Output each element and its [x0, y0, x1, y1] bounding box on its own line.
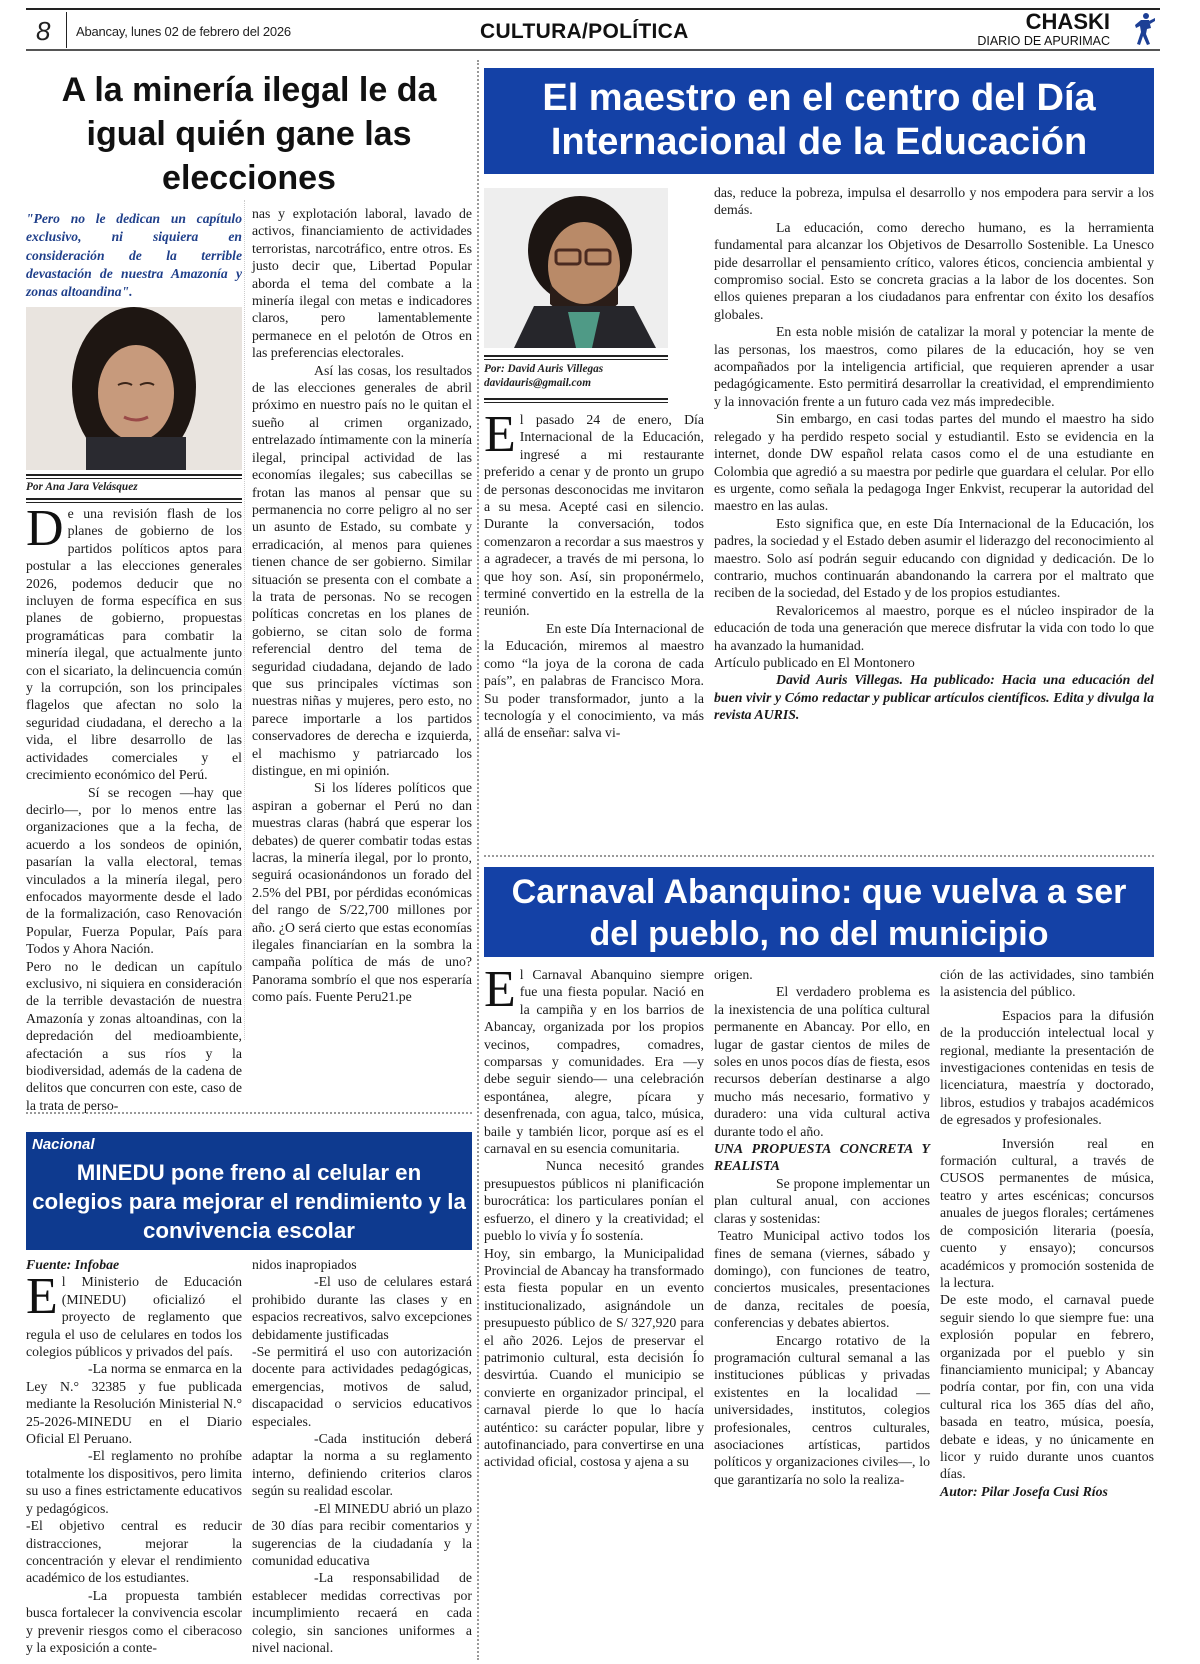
brand-subtitle: DIARIO DE APURIMAC	[977, 34, 1110, 48]
brand-name: CHASKI	[1025, 9, 1110, 34]
paragraph: Así las cosas, los resultados de las elecciones generales de abril próximo en nuestro país no le quitan el sueño al crimen organizado, entrelazado íntimamente con la minería ilegal, principal actividad de las economías ilegales; sus cabecillas se frotan las manos al pensar que su permanencia no corre peligro al no ser un asunto de Estado, su combate y erradicación, al menos para quienes tienen chance de ser gobierno. Similar situación se presenta con el combate a la trata de personas. No se recogen políticas concretas en los planes de gobierno, se citan solo de forma referencial dentro del tema de seguridad ciudadana, dejando de lado que sus principales víctimas son nuestras niñas y mujeres, pero esto, no parece importarle a los partidos conservadores de derecha e izquierda, el machismo y patriarcado los distingue, en mi opinión.	[252, 362, 472, 778]
portrait-illustration-icon	[484, 188, 668, 348]
paragraph: Si los líderes políticos que aspiran a gobernar el Perú no dan muestras claras (habrá que esperar los debates) de querer combatir todas estas lacras, la minería ilegal, por lo pronto, seguirá ocasionándonos un forado del 2.5% del PBI, por pérdidas económicas del rango de S/22,700 millones por año. ¿O será cierto que estas economías ilegales financiarían en la sombra la campaña política de más de uno? Panorama sombrío el que nos esperaría como país. Fuente Peru21.pe	[252, 780, 472, 1005]
paragraph: -La responsabilidad de establecer medidas correctivas por incumplimiento recaerá en cada colegio, sin sanciones uniformes a nivel nacional.	[252, 1570, 472, 1655]
paragraph: El verdadero problema es la inexistencia de una política cultural permanente en Abancay. Por ello, en lugar de gastar cientos de miles de soles en unos pocos días de fiesta, esos recursos deberían destinarse a algo mucho más necesario, formativo y duradero: una vida cultural activa durante todo el año.	[714, 984, 930, 1139]
paragraph: e una revisión flash de los planes de gobierno de los partidos políticos aptos para postular a las elecciones generales 2026, podemos deducir que no incluyen de forma específica en sus planes de gobierno, propuestas programáticas para combatir la minería ilegal, que actualmente junto con el sicariato, la delincuencia común y la corrupción, son los principales flagelos que afectan no solo la seguridad ciudadana, el derecho a la vida, el libre desarrollo de las actividades comerciales y el crecimiento económico del Perú.	[26, 506, 242, 783]
article-maestro-title: El maestro en el centro del Día Internacional de la Educación	[542, 77, 1096, 163]
header-bottom-rule	[26, 49, 1160, 51]
paragraph: l Ministerio de Educación (MINEDU) oficializó el proyecto de reglamento que regula el uso de celulares en todos los colegios públicos y privados del país.	[26, 1274, 242, 1360]
section-title: CULTURA/POLÍTICA	[480, 20, 689, 43]
article-carnaval-title-box	[484, 867, 1154, 957]
author-bio: David Auris Villegas. Ha publicado: Hacia una educación del buen vivir y Cómo redactar y publicar artículos científicos. Edita y divulga la revista AURIS.	[714, 672, 1154, 723]
paragraph: -El reglamento no prohíbe totalmente los dispositivos, pero limita su uso a fines estrictamente educativos y pedagógicos.	[26, 1448, 242, 1516]
author-name: Por: David Auris Villegas	[484, 363, 604, 375]
drop-cap: D	[26, 500, 64, 557]
paragraph: Espacios para la difusión de la producción intelectual local y regional, mediante la presentación de investigaciones contenidas en tesis de licenciatura, maestría y doctorado, libros, estudios y trabajos académicos de egresados y profesionales.	[940, 1007, 1154, 1128]
article-minedu-column-2	[252, 1256, 472, 1656]
chaski-runner-icon	[1132, 12, 1156, 48]
article-mineria-column-1	[26, 500, 242, 1114]
section-divider	[26, 1112, 472, 1114]
paragraph: ción de las actividades, sino también la asistencia del público.	[940, 967, 1154, 1000]
article-carnaval-column-2	[714, 966, 930, 1488]
paragraph: -El MINEDU abrió un plazo de 30 días para recibir comentarios y sugerencias de la ciudadanía y la comunidad educativa	[252, 1500, 472, 1568]
paragraph: l pasado 24 de enero, Día Internacional de la Educación, ingresé a mi restaurante preferido a cenar y de pronto un grupo de personas desconocidas me invitaron a su mesa. Acepté casi en silencio. Durante la conversación, todos comenzaron a recordar a sus maestros y a agradecer, a través de mi persona, lo que hoy son. Así, sin proponérmelo, terminé convertido en la estrella de la reunión.	[484, 412, 704, 619]
issue-date: Abancay, lunes 02 de febrero del 2026	[76, 24, 291, 39]
paragraph: Teatro Municipal activo todos los fines de semana (viernes, sábado y domingo), con funciones de teatro, conciertos musicales, presentaciones de danza, recitales de poesía, conferencias y debates abiertos.	[714, 1228, 930, 1331]
article-carnaval-title: Carnaval Abanquino: que vuelva a ser del pueblo, no del municipio	[511, 873, 1127, 953]
subheading: UNA PROPUESTA CONCRETA Y REALISTA	[714, 1141, 930, 1174]
paragraph: -Cada institución deberá adaptar la norma a su reglamento interno, definiendo criterios claros según su realidad escolar.	[252, 1431, 472, 1499]
paragraph: Se propone implementar un plan cultural anual, con acciones claras y sostenidas:	[714, 1175, 930, 1226]
paragraph: Esto significa que, en este Día Internacional de la Educación, los padres, la sociedad y el Estado deben asumir el liderazgo del reconocimiento al maestro. Solo así podrán seguir educando con dignidad y dedicación. De lo contrario, muchos continuarán abandonando la carrera por el maltrato que reciben de la sociedad, del Estado y de los propios estudiantes.	[714, 515, 1154, 601]
author-photo-ana-jara	[26, 307, 242, 470]
article-maestro-column-2	[714, 184, 1154, 724]
paragraph: -La norma se enmarca en la Ley N.° 32385 y fue publicada mediante la Resolución Ministerial N.° 25-2026-MINEDU en el Diario Oficial El Peruano.	[26, 1361, 242, 1447]
source-note: Artículo publicado en El Montonero	[714, 654, 915, 670]
article-maestro-column-1	[484, 406, 704, 742]
column-separator-left	[244, 200, 245, 1040]
author-photo-david-auris	[484, 188, 668, 348]
byline-rule	[484, 355, 668, 360]
paragraph: Sin embargo, en casi todas partes del mundo el maestro ha sido relegado y ha perdido respeto social y estudiantil. Esto se evidencia en la internet, donde DW español relata casos como el de una estudiante en Colombia que agredió a su maestra por pedirle que guardara el celular. Por ello es urgente, como señala la pedagoga Inger Enkvist, recuperar la autoridad del maestro en las aulas.	[714, 411, 1154, 514]
article-mineria-column-2	[252, 205, 472, 1006]
drop-cap: E	[484, 406, 516, 463]
paragraph: origen.	[714, 967, 753, 982]
drop-cap: E	[484, 961, 516, 1018]
paragraph: l Carnaval Abanquino siempre fue una fiesta popular. Nació en la campiña y en los barrios de Abancay, organizada por los propios vecinos, compadres, comadres, comparsas y comunidades. Era —y debe seguir siendo— una celebración espontánea, alegre, pícara y desenfrenada, con agua, talco, música, baile y también licor, porque así es el carnaval en su esencia comunitaria.	[484, 967, 704, 1157]
paragraph: das, reduce la pobreza, impulsa el desarrollo y nos empodera para servir a los demás.	[714, 185, 1154, 218]
section-divider	[484, 855, 1154, 857]
article-carnaval-column-1	[484, 961, 704, 1471]
paragraph: Pero no le dedican un capítulo exclusivo, ni siquiera en consideración de la terrible devastación de nuestra Amazonía y zonas altoandinas, con la depredación del medioambiente, afectación a sus ríos y la biodiversidad, además de la cadena de delitos que concurren con este, caso de la trata de perso-	[26, 958, 242, 1113]
article-maestro-byline	[484, 362, 603, 390]
paragraph: -El objetivo central es reducir distracciones, mejorar la concentración y elevar el rendimiento académico de los estudiantes.	[26, 1518, 242, 1586]
paragraph: Sí se recogen —hay que decirlo—, por lo menos entre las organizaciones que a la fecha, de acuerdo a los sondeos de opinión, pasarían la valla electoral, temas vinculados a la minería ilegal, pero enfocados mayormente desde el lado de la formalización, caso Renovación Popular, Fuerza Popular, País para Todos y Ahora Nación.	[26, 784, 242, 957]
article-minedu-source: Fuente: Infobae	[26, 1257, 120, 1272]
paragraph: De este modo, el carnaval puede seguir siendo lo que siempre fue: una explosión popular en febrero, organizada por el pueblo y sin financiamiento municipal; y Abancay podría contar, por fin, con una vida cultural rica los 365 días del año, basada en teatro, música, poesía, debate e ideas, y no únicamente en licor y ruido durante unos cuantos días.	[940, 1292, 1154, 1482]
paragraph: -La propuesta también busca fortalecer la convivencia escolar y prevenir riesgos como el ciberacoso y la exposición a conte-	[26, 1587, 242, 1655]
paragraph: -Se permitirá el uso con autorización docente para actividades pedagógicas, emergencias, motivos de salud, discapacidad o servicios educativos especiales.	[252, 1344, 472, 1429]
paragraph: -El uso de celulares estará prohibido durante las clases y en espacios recreativos, salvo excepciones debidamente justificadas	[252, 1274, 472, 1342]
paragraph: Nunca necesitó grandes presupuestos públicos ni planificación burocrática: los particulares ponían el esfuerzo, el dinero y la creatividad; el pueblo lo vivía y Ío sostenía.	[484, 1158, 704, 1244]
article-carnaval-column-3	[940, 966, 1154, 1500]
paragraph: nidos inapropiados	[252, 1257, 357, 1272]
article-mineria-title: A la minería ilegal le da igual quién gane las elecciones	[61, 71, 437, 197]
paragraph: Hoy, sin embargo, la Municipalidad Provincial de Abancay ha transformado esta fiesta popular en un evento institucionalizado, asignándole un presupuesto público de S/ 327,920 para el año 2026. Lejos de preservar el patrimonio cultural, esta decisión Ío desvirtúa. Cuando el municipio se convierte en organizador principal, el carnaval pierde lo que lo hacía auténtico: su carácter popular, libre y autofinanciado, para convertirse en una actividad oficial, costosa y ajena a su	[484, 1245, 704, 1470]
byline-rule	[26, 474, 242, 479]
portrait-illustration-icon	[26, 307, 242, 470]
byline-rule	[484, 398, 668, 403]
paragraph: En esta noble misión de catalizar la moral y potenciar la mente de las personas, los maestros, como pilares de la educación, hoy se ven acompañados por la inteligencia artificial, que requieren aprender a usar pedagógicamente. Esto permitirá desarrollar la creatividad, el emprendimiento y la innovación frente a un futuro cada vez más impredecible.	[714, 324, 1154, 409]
paragraph: Inversión real en formación cultural, a través de CUSOS permanentes de música, teatro y artes escénicas; concursos anuales de juegos florales; certámenes de composición literaria (poesía, cuento y ensayo); concursos académicos y promoción sostenida de la lectura.	[940, 1135, 1154, 1290]
header-divider	[66, 12, 67, 48]
paragraph: La educación, como derecho humano, es la herramienta fundamental para alcanzar los Objetivos de Desarrollo Sostenible. La Unesco pide desarrollar el pensamiento crítico, valores éticos, conciencia ambiental y compromiso social. Esto se concreta gracias a la labor de los docentes. Son ellos quienes preparan a los ciudadanos para enfrentar con éxito los desafíos globales.	[714, 219, 1154, 322]
page-number: 8	[36, 16, 51, 46]
article-mineria-byline: Por Ana Jara Velásquez	[26, 481, 138, 493]
paragraph: Revaloricemos al maestro, porque es el núcleo inspirador de la educación de toda una generación que merece disfrutar la vida con todo lo que ha avanzado la humanidad.	[714, 602, 1154, 653]
masthead-brand	[977, 10, 1110, 48]
paragraph: nas y explotación laboral, lavado de activos, financiamiento de actividades terroristas, narcotráfico, entre otros. Es justo decir que, Libertad Popular aborda el tema del combate a la minería ilegal con metas e indicadores claros, pero lamentablemente permanece en el pelotón de Otros en las preferencias electorales.	[252, 206, 472, 361]
section-tag-nacional: Nacional	[32, 1136, 95, 1153]
article-minedu-title-box	[26, 1132, 472, 1250]
column-separator-main	[477, 60, 479, 1660]
article-mineria-pull-quote: "Pero no le dedican un capítulo exclusivo, ni siquiera en consideración de la terrible devastación de nuestra Amazonía y zonas altoandina".	[26, 211, 242, 300]
article-carnaval-author: Autor: Pilar Josefa Cusi Ríos	[940, 1483, 1108, 1499]
article-maestro-title-box	[484, 68, 1154, 174]
article-minedu-title: MINEDU pone freno al celular en colegios para mejorar el rendimiento y la convivencia escolar	[32, 1160, 466, 1243]
drop-cap: E	[26, 1268, 58, 1326]
author-email[interactable]: davidauris@gmail.com	[484, 377, 591, 389]
paragraph: En este Día Internacional de la Educación, miremos al maestro como “la joya de la corona de cada país”, en palabras de Francisco Mora. Su poder transformador, junto a la tecnología y el conocimiento, va más allá de enseñar: salva vi-	[484, 620, 704, 741]
article-minedu-column-1	[26, 1256, 242, 1656]
paragraph: Encargo rotativo de la programación cultural semanal a las instituciones públicas y privadas existentes en la localidad — universidades, institutos, colegios profesionales, centros culturales, asociaciones artísticas, partidos políticos y organizaciones civiles—, lo que garantizaría no solo la realiza-	[714, 1332, 930, 1487]
